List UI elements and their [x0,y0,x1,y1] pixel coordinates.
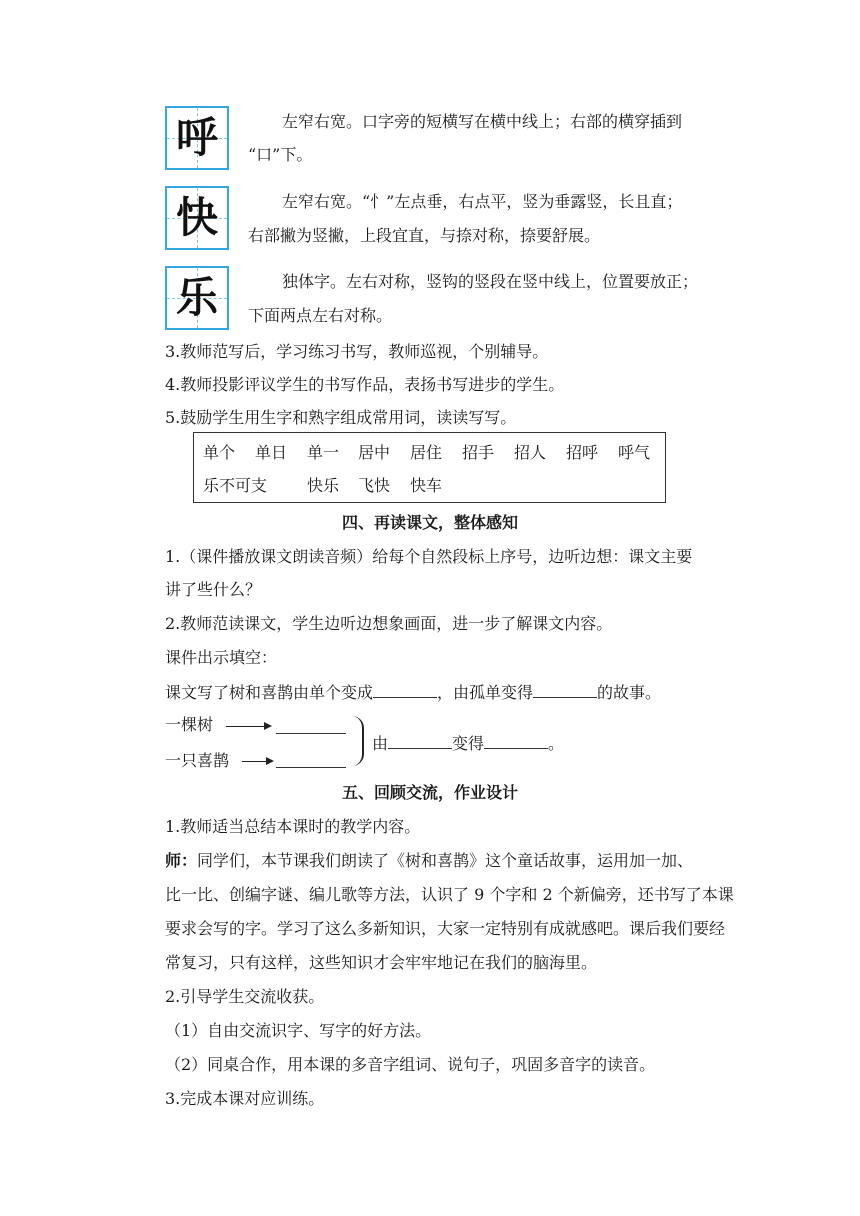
section-5-p2: 2.引导学生交流收获。 [165,987,325,1006]
section-4-heading: 四、再读课文，整体感知 [341,513,518,532]
fill-blank [276,717,346,734]
step-5: 5.鼓励学生用生字和熟字组成常用词，读读写写。 [165,408,517,427]
char-le: 乐 [175,273,218,322]
char-hu-desc-line2: “口”下。 [248,145,313,164]
word-box-item: 单个 [203,443,236,462]
teacher-line1-text: 同学们，本节课我们朗读了《树和喜鹊》这个童话故事，运用加一加、 [197,851,694,870]
arrow-right-icon [226,726,270,727]
word-box-item: 居住 [410,443,443,462]
diagram-result-you: 由 [372,734,389,753]
diagram-result [372,732,564,756]
char-kuai-desc-line2: 右部撇为竖撇，上段宜直，与捺对称，捺要舒展。 [248,226,601,245]
step-3: 3.教师范写后，学习练习书写，教师巡视，个别辅导。 [165,342,549,361]
fill-blank [533,681,597,698]
word-box-item: 招人 [514,443,547,462]
section-4-p2: 2.教师范读课文，学生边听边想象画面，进一步了解课文内容。 [165,614,613,633]
fill-sentence-part-b: ，由孤单变得 [437,683,534,702]
step-4: 4.教师投影评议学生的书写作品，表扬书写进步的学生。 [165,375,565,394]
word-box-item: 飞快 [358,476,391,495]
char-kuai-desc-line1: 左窄右宽。“忄”左点垂，右点平，竖为垂露竖，长且直； [282,192,683,211]
teacher-line4: 常复习，只有这样，这些知识才会牢牢地记在我们的脑海里。 [165,953,598,972]
word-box-item: 呼气 [618,443,651,462]
char-hu-desc-line1: 左窄右宽。口字旁的短横写在横中线上；右部的横穿插到 [282,112,683,131]
word-box-item: 乐不可支 [203,476,268,495]
word-box-item: 单日 [255,443,288,462]
fill-sentence-part-a: 课文写了树和喜鹊由单个变成 [165,683,374,702]
word-box-item: 快乐 [307,476,340,495]
word-box-item: 快车 [410,476,443,495]
char-kuai: 快 [175,193,218,242]
teacher-line1 [165,849,693,873]
teacher-line3: 要求会写的字。学习了这么多新知识，大家一定特别有成就感吧。课后我们要经 [165,919,726,938]
diagram-result-biande: 变得 [452,734,485,753]
diagram-magpie-label: 一只喜鹊 [165,751,230,770]
word-box-item: 居中 [358,443,391,462]
char-box-hu [165,106,229,170]
right-brace-icon [352,716,364,766]
section-5-p2b: （2）同桌合作，用本课的多音字组词、说句子，巩固多音字的读音。 [165,1055,656,1074]
char-box-le [165,266,229,330]
fill-blank [373,681,437,698]
fill-sentence [165,681,661,705]
fill-blank [388,732,452,749]
arrow-right-icon [242,761,272,762]
section-5-p3: 3.完成本课对应训练。 [165,1089,325,1108]
word-box-item: 招手 [462,443,495,462]
section-4-p1-line2: 讲了些什么？ [165,580,262,599]
teacher-line2: 比一比、创编字谜、编儿歌等方法，认识了 9 个字和 2 个新偏旁，还书写了本课 [165,885,734,904]
diagram-tree-label: 一棵树 [165,715,214,734]
section-4-p3: 课件出示填空： [165,648,278,667]
fill-blank [276,751,346,768]
char-hu: 呼 [175,113,218,162]
word-box-item: 单一 [307,443,340,462]
char-le-desc-line2: 下面两点左右对称。 [248,306,393,325]
fill-sentence-part-c: 的故事。 [597,683,662,702]
fill-blank [484,732,548,749]
section-4-p1-line1: 1.（课件播放课文朗读音频）给每个自然段标上序号，边听边想：课文主要 [165,547,693,566]
char-le-desc-line1: 独体字。左右对称，竖钩的竖段在竖中线上，位置要放正； [282,272,699,291]
section-5-p1: 1.教师适当总结本课时的教学内容。 [165,817,421,836]
diagram-result-end: 。 [548,734,565,753]
section-5-p2a: （1）自由交流识字、写字的好方法。 [165,1021,432,1040]
teacher-label: 师： [165,851,198,870]
char-box-kuai [165,186,229,250]
word-box-item: 招呼 [566,443,599,462]
section-5-heading: 五、回顾交流，作业设计 [341,783,518,802]
